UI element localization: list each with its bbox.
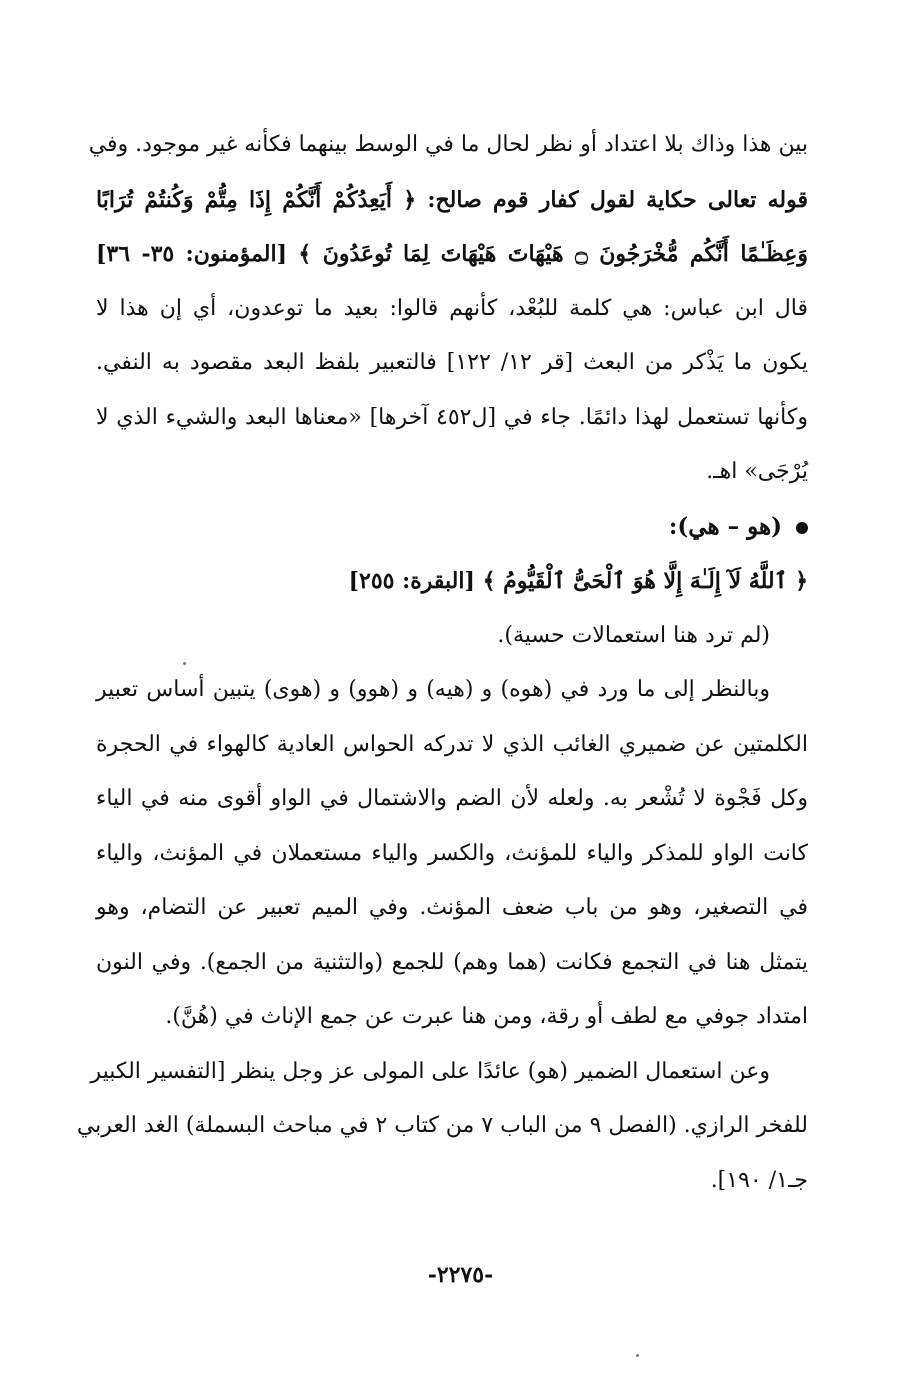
text-line: في التصغير، وهو من باب ضعف المؤنث. وفي الميم تعبير عن التضام، وهو	[96, 895, 808, 920]
page-body	[76, 118, 808, 1208]
text-line: وكأنها تستعمل لهذا دائمًا. جاء في [ل٤٥٢ آخرها] «معناها البعد والشيء الذي لا	[96, 404, 808, 430]
text-line: يُرْجَى» اهـ.	[706, 459, 808, 484]
quran-verse: ﴿ ٱللَّهُ لَآ إِلَـٰهَ إِلَّا هُوَ ٱلْحَىُّ ٱلْقَيُّومُ ﴾ [البقرة: ٢٥٥]	[348, 568, 808, 594]
text-line: يكون ما يَذْكر من البعث [قر ١٢/ ١٢٢] فالتعبير بلفظ البعد مقصود به النفي.	[96, 350, 808, 375]
text-line: يتمثل هنا في التجمع فكانت (هما وهم) للجمع (والتثنية من الجمع). وفي النون	[96, 949, 808, 975]
text-line: قال ابن عباس: هي كلمة للبُعْد، كأنهم قالوا: بعيد ما توعدون، أي إن هذا لا	[96, 295, 808, 321]
text-line: كانت الواو للمذكر والياء للمؤنث، والكسر والياء مستعملان في المؤنث، والياء	[96, 840, 808, 866]
text-line: جـ١/ ١٩٠].	[710, 1167, 808, 1193]
text-line: بين هذا وذاك بلا اعتداد أو نظر لحال ما في الوسط بينهما فكأنه غير موجود. وفي	[88, 132, 808, 157]
scan-speck	[183, 662, 186, 665]
text-line: وَعِظَـٰمًا أَنَّكُم مُّخْرَجُونَ ۝ هَيْهَاتَ هَيْهَاتَ لِمَا تُوعَدُونَ ﴾ [المؤمنون: ٣٥- ٣٦]	[96, 241, 808, 267]
text-line: امتداد جوفي مع لطف أو رقة، ومن هنا عبرت عن جمع الإناث في (هُنَّ).	[165, 1004, 808, 1029]
text-line: الكلمتين عن ضميري الغائب الذي لا تدركه الحواس العادية كالهواء في الحجرة	[96, 731, 808, 757]
section-heading	[96, 500, 808, 555]
text-line: وعن استعمال الضمير (هو) عائدًا على المولى عز وجل ينظر [التفسير الكبير	[90, 1058, 770, 1084]
bullet-icon	[796, 522, 808, 534]
text-line: قوله تعالى حكاية لقول كفار قوم صالح: ﴿ أَيَعِدُكُمْ أَنَّكُمْ إِذَا مِتُّمْ وَكُنتُمْ تُرَابًا	[96, 186, 808, 213]
scan-speck	[636, 1354, 639, 1357]
text-line: وبالنظر إلى ما ورد في (هوه) و (هيه) و (هوو) و (هوى) يتبين أساس تعبير	[96, 677, 770, 702]
page-number: -٢٢٧٥-	[427, 1262, 494, 1288]
section-heading-text: (هو – هي):	[668, 512, 782, 540]
text-line: وكل فَجْوة لا تُشْعر به. ولعله لأن الضم والاشتمال في الواو أقوى منه في الياء	[96, 786, 808, 811]
note-line: (لم ترد هنا استعمالات حسية).	[497, 622, 770, 648]
text-line: للفخر الرازي. (الفصل ٩ من الباب ٧ من كتاب ٢ في مباحث البسملة) الغد العربي	[76, 1113, 808, 1138]
